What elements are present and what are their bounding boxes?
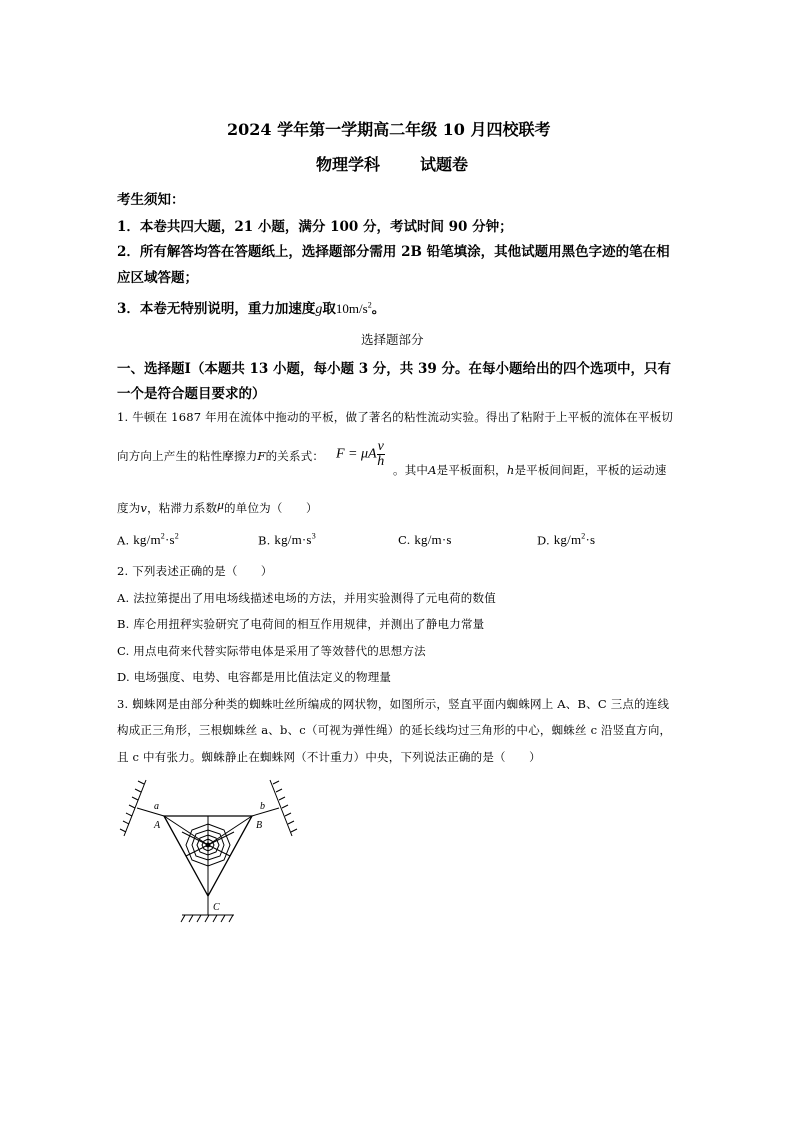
q1-option-d[interactable] [537,532,595,548]
exam-title: 2024 学年第一学期高二年级 10 月四校联考 [227,120,551,139]
q1-line2-post [393,462,667,478]
q1-var-v: v [140,501,148,515]
section-heading-line2: 一个是符合题目要求的） [117,386,266,402]
q1-option-a-rest: ·s [164,532,175,548]
q1-option-b-unit-base: kg/m·s [274,532,312,548]
q1-option-a-exp1: 2 [160,532,165,541]
q1-option-b-exp1: 3 [311,532,316,541]
label-B: B [256,820,263,831]
q1-option-a-label: A. [117,533,130,548]
q1-option-a-exp2: 2 [174,532,179,541]
q1-formula-denominator: h [377,454,385,469]
q2-option-b[interactable]: B. 库仑用扭秤实验研究了电荷间的相互作用规律，并测出了静电力常量 [117,617,485,631]
q1-line3-pre: 度为 [117,501,141,515]
q2-option-c[interactable]: C. 用点电荷来代替实际带电体是采用了等效替代的思想方法 [117,644,426,658]
q1-line1: 1. 牛顿在 1687 年用在流体中拖动的平板，做了著名的粘性流动实验。得出了粘附于上平板的流体在平板切 [117,410,674,424]
subject-label: 物理学科 [316,155,381,174]
label-A: A [154,820,161,831]
q1-line2-mid: 的关系式： [265,449,325,463]
notice-item-1: 1．本卷共四大题，21 小题，满分 100 分，考试时间 90 分钟； [117,219,513,235]
q1-line3-post: 的单位为（ ） [224,501,318,515]
label-C: C [213,902,220,913]
section-heading-line1: 一、选择题Ⅰ（本题共 13 小题，每小题 3 分，共 39 分。在每小题给出的四个选项中，只有 [117,361,671,377]
q1-var-mu: μ [217,497,225,512]
q1-formula [336,440,385,469]
q1-option-b-unit [274,532,316,547]
q1-option-a[interactable] [117,532,179,548]
notice-heading: 考生须知： [117,192,185,208]
q1-line2-post2: 是平板面积， [436,463,507,477]
q1-option-c-unit: kg/m·s [414,532,452,547]
spider-web-figure [110,772,310,927]
q1-line3-mid: ，粘滞力系数 [147,501,218,515]
q1-option-c-label: C. [398,533,411,547]
q1-option-b[interactable] [258,532,316,548]
q1-line2 [117,448,324,464]
q1-formula-lhs: F = μA [336,446,377,462]
q2-option-d[interactable]: D. 电场强度、电势、电容都是用比值法定义的物理量 [117,670,392,684]
gravity-exponent: 2 [367,300,372,310]
q1-option-d-rest: ·s [585,532,596,548]
q1-option-a-unit [133,532,179,547]
q1-option-d-exp1: 2 [581,532,586,541]
q1-formula-fraction [377,440,385,469]
q1-var-A: A [428,463,437,477]
gravity-symbol: g [315,302,323,317]
q1-option-d-unit-base: kg/m [553,532,582,548]
q3-line3: 且 c 中有张力。蜘蛛静止在蜘蛛网（不计重力）中央，下列说法正确的是（ ） [117,750,541,764]
gravity-value [336,301,372,316]
q2-option-a[interactable]: A. 法拉第提出了用电场线描述电场的方法，并用实验测得了元电荷的数值 [117,591,496,605]
q2-stem: 2. 下列表述正确的是（ ） [117,564,273,578]
notice-item-3 [117,297,385,318]
q3-line2: 构成正三角形，三根蜘蛛丝 a、b、c（可视为弹性绳）的延长线均过三角形的中心，蜘蛛丝 c 沿竖直方向， [117,723,672,737]
notice-item-3-take: 取 [322,301,336,317]
notice-item-3-end: 。 [371,301,386,317]
q1-option-a-unit-base: kg/m [133,532,161,548]
q3-line1: 3. 蜘蛛网是由部分种类的蜘蛛吐丝所编成的网状物，如图所示，竖直平面内蜘蛛网上 A、B、C 三点的连线 [117,697,670,711]
q1-line2-post3: 是平板间间距，平板的运动速 [514,463,667,477]
paper-label: 试题卷 [420,155,469,174]
q1-option-c[interactable] [398,532,452,548]
notice-item-2: 2．所有解答均答在答题纸上，选择题部分需用 2B 铅笔填涂，其他试题用黑色字迹的笔在相 [117,244,670,260]
label-b: b [260,801,265,812]
q1-formula-numerator: v [377,439,384,454]
q1-option-b-label: B. [258,533,271,548]
q1-line2-post1: 。其中 [393,463,429,477]
notice-item-3-text: 3．本卷无特别说明，重力加速度 [117,301,316,317]
label-a: a [154,801,159,812]
q1-line3 [117,497,318,516]
notice-item-2-cont: 应区域答题； [117,270,198,286]
q1-option-d-unit [554,532,596,547]
gravity-value-text: 10m/s [335,301,368,316]
q1-var-h: h [506,463,515,477]
q1-option-d-label: D. [537,533,550,548]
q1-line2-pre: 向方向上产生的粘性摩擦力 [117,449,258,463]
part-title: 选择题部分 [361,332,424,347]
q1-var-F: F [257,449,266,463]
